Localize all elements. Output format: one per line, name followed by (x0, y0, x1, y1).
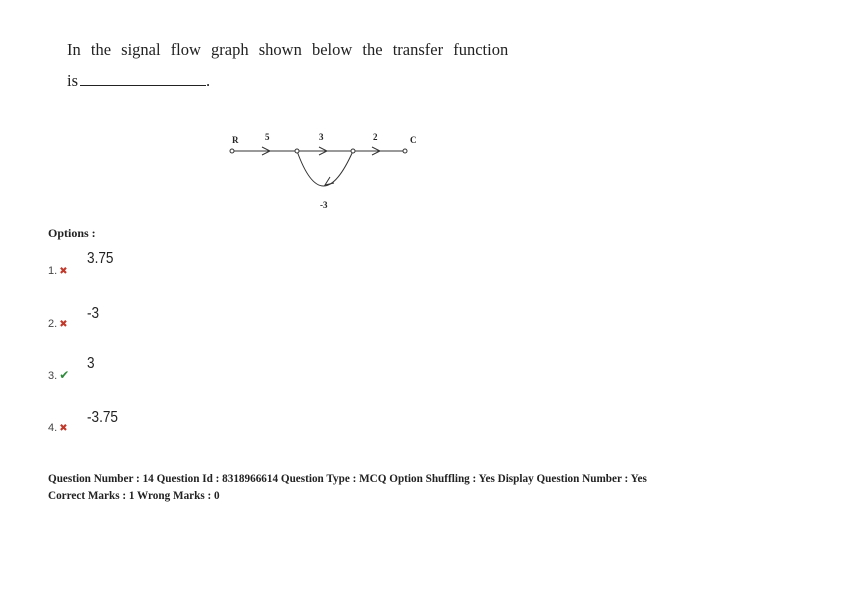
arrow-feedback (325, 177, 334, 185)
question-text-is: is (67, 71, 79, 90)
wrong-icon: ✖ (59, 319, 68, 330)
signal-flow-graph (222, 126, 422, 211)
feedback-loop-path (297, 151, 353, 186)
option-3-index: 3. (48, 370, 58, 382)
wrong-icon: ✖ (59, 423, 68, 434)
option-3-number (48, 368, 69, 382)
gain-label-5: 5 (265, 132, 270, 142)
wrong-icon: ✖ (59, 266, 68, 277)
node-label-input: R (232, 135, 239, 145)
check-icon: ✔ (59, 368, 70, 382)
options-label: Options : (48, 226, 96, 240)
node-label-output: C (410, 135, 417, 145)
option-1-value: 3.75 (87, 250, 114, 267)
option-1-number (48, 265, 68, 277)
node-3 (351, 149, 355, 153)
node-2 (295, 149, 299, 153)
gain-label-3: 3 (319, 132, 324, 142)
question-period: . (206, 71, 211, 90)
marks-meta-line: Correct Marks : 1 Wrong Marks : 0 (48, 490, 220, 502)
option-4-value: -3.75 (87, 409, 118, 426)
option-4-number (48, 422, 68, 434)
question-meta-line: Question Number : 14 Question Id : 8318966614 Question Type : MCQ Option Shuffling : Yes Display Question Number : Yes (48, 473, 647, 485)
option-1-index: 1. (48, 265, 58, 277)
gain-label-feedback: -3 (320, 200, 328, 210)
option-3-value: 3 (87, 355, 95, 372)
option-4-index: 4. (48, 422, 58, 434)
node-c (403, 149, 407, 153)
question-text: In the signal flow graph shown below the transfer function (67, 40, 509, 59)
question-text-continued (67, 71, 210, 91)
option-2-number (48, 318, 68, 330)
option-2-value: -3 (87, 305, 100, 322)
gain-label-2: 2 (373, 132, 378, 142)
node-r (230, 149, 234, 153)
option-2-index: 2. (48, 318, 58, 330)
answer-blank (80, 71, 206, 86)
